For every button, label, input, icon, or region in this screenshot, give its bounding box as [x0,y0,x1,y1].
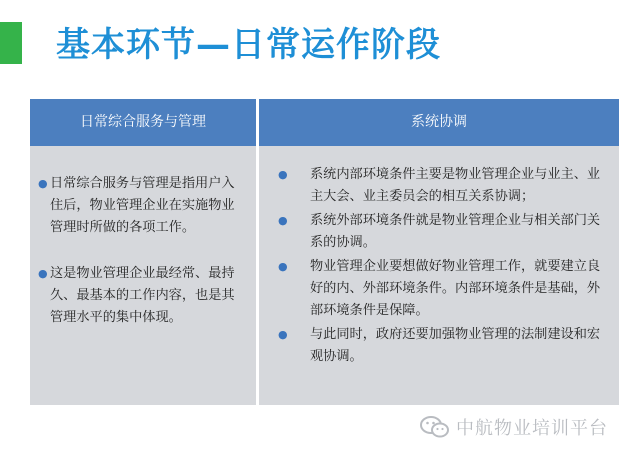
bullet-icon: ● [38,177,48,190]
list-item-text: 物业管理企业要想做好物业管理工作，就要建立良好的内、外部环境条件。内部环境条件是基础，外部环境条件是保障。 [310,259,601,318]
list-item-text: 系统外部环境条件就是物业管理企业与相关部门关系的协调。 [310,213,601,250]
bullet-icon: ● [278,260,288,273]
column-header-daily-service: 日常综合服务与管理 [30,99,256,146]
bullet-icon: ● [278,214,288,227]
list-item-text: 与此同时，政府还要加强物业管理的法制建设和宏观协调。 [310,327,601,364]
bullet-icon: ● [38,267,48,280]
column-body-system-coordination [259,146,619,405]
list-item [38,173,246,239]
list-item [269,164,611,208]
content-table [30,99,619,405]
list-item-text: 日常综合服务与管理是指用户入住后，物业管理企业在实施物业管理时所做的各项工作。 [50,176,235,235]
list-item-text: 这是物业管理企业最经常、最持久、最基本的工作内容，也是其管理水平的集中体现。 [50,266,235,325]
column-daily-service [30,99,256,405]
column-body-daily-service [30,146,256,405]
column-header-system-coordination: 系统协调 [259,99,619,146]
title-accent-bar [0,22,22,64]
page-title: 基本环节—日常运作阶段 [56,25,441,65]
list-item [269,256,611,322]
bullet-icon: ● [278,168,288,181]
list-item [269,210,611,254]
watermark [420,412,608,442]
bullet-icon: ● [278,328,288,341]
wechat-icon [420,415,450,439]
list-item [38,263,246,329]
list-item [269,324,611,368]
watermark-text: 中航物业培训平台 [456,418,608,439]
list-item-text: 系统内部环境条件主要是物业管理企业与业主、业主大会、业主委员会的相互关系协调； [310,167,601,204]
column-system-coordination [259,99,619,405]
